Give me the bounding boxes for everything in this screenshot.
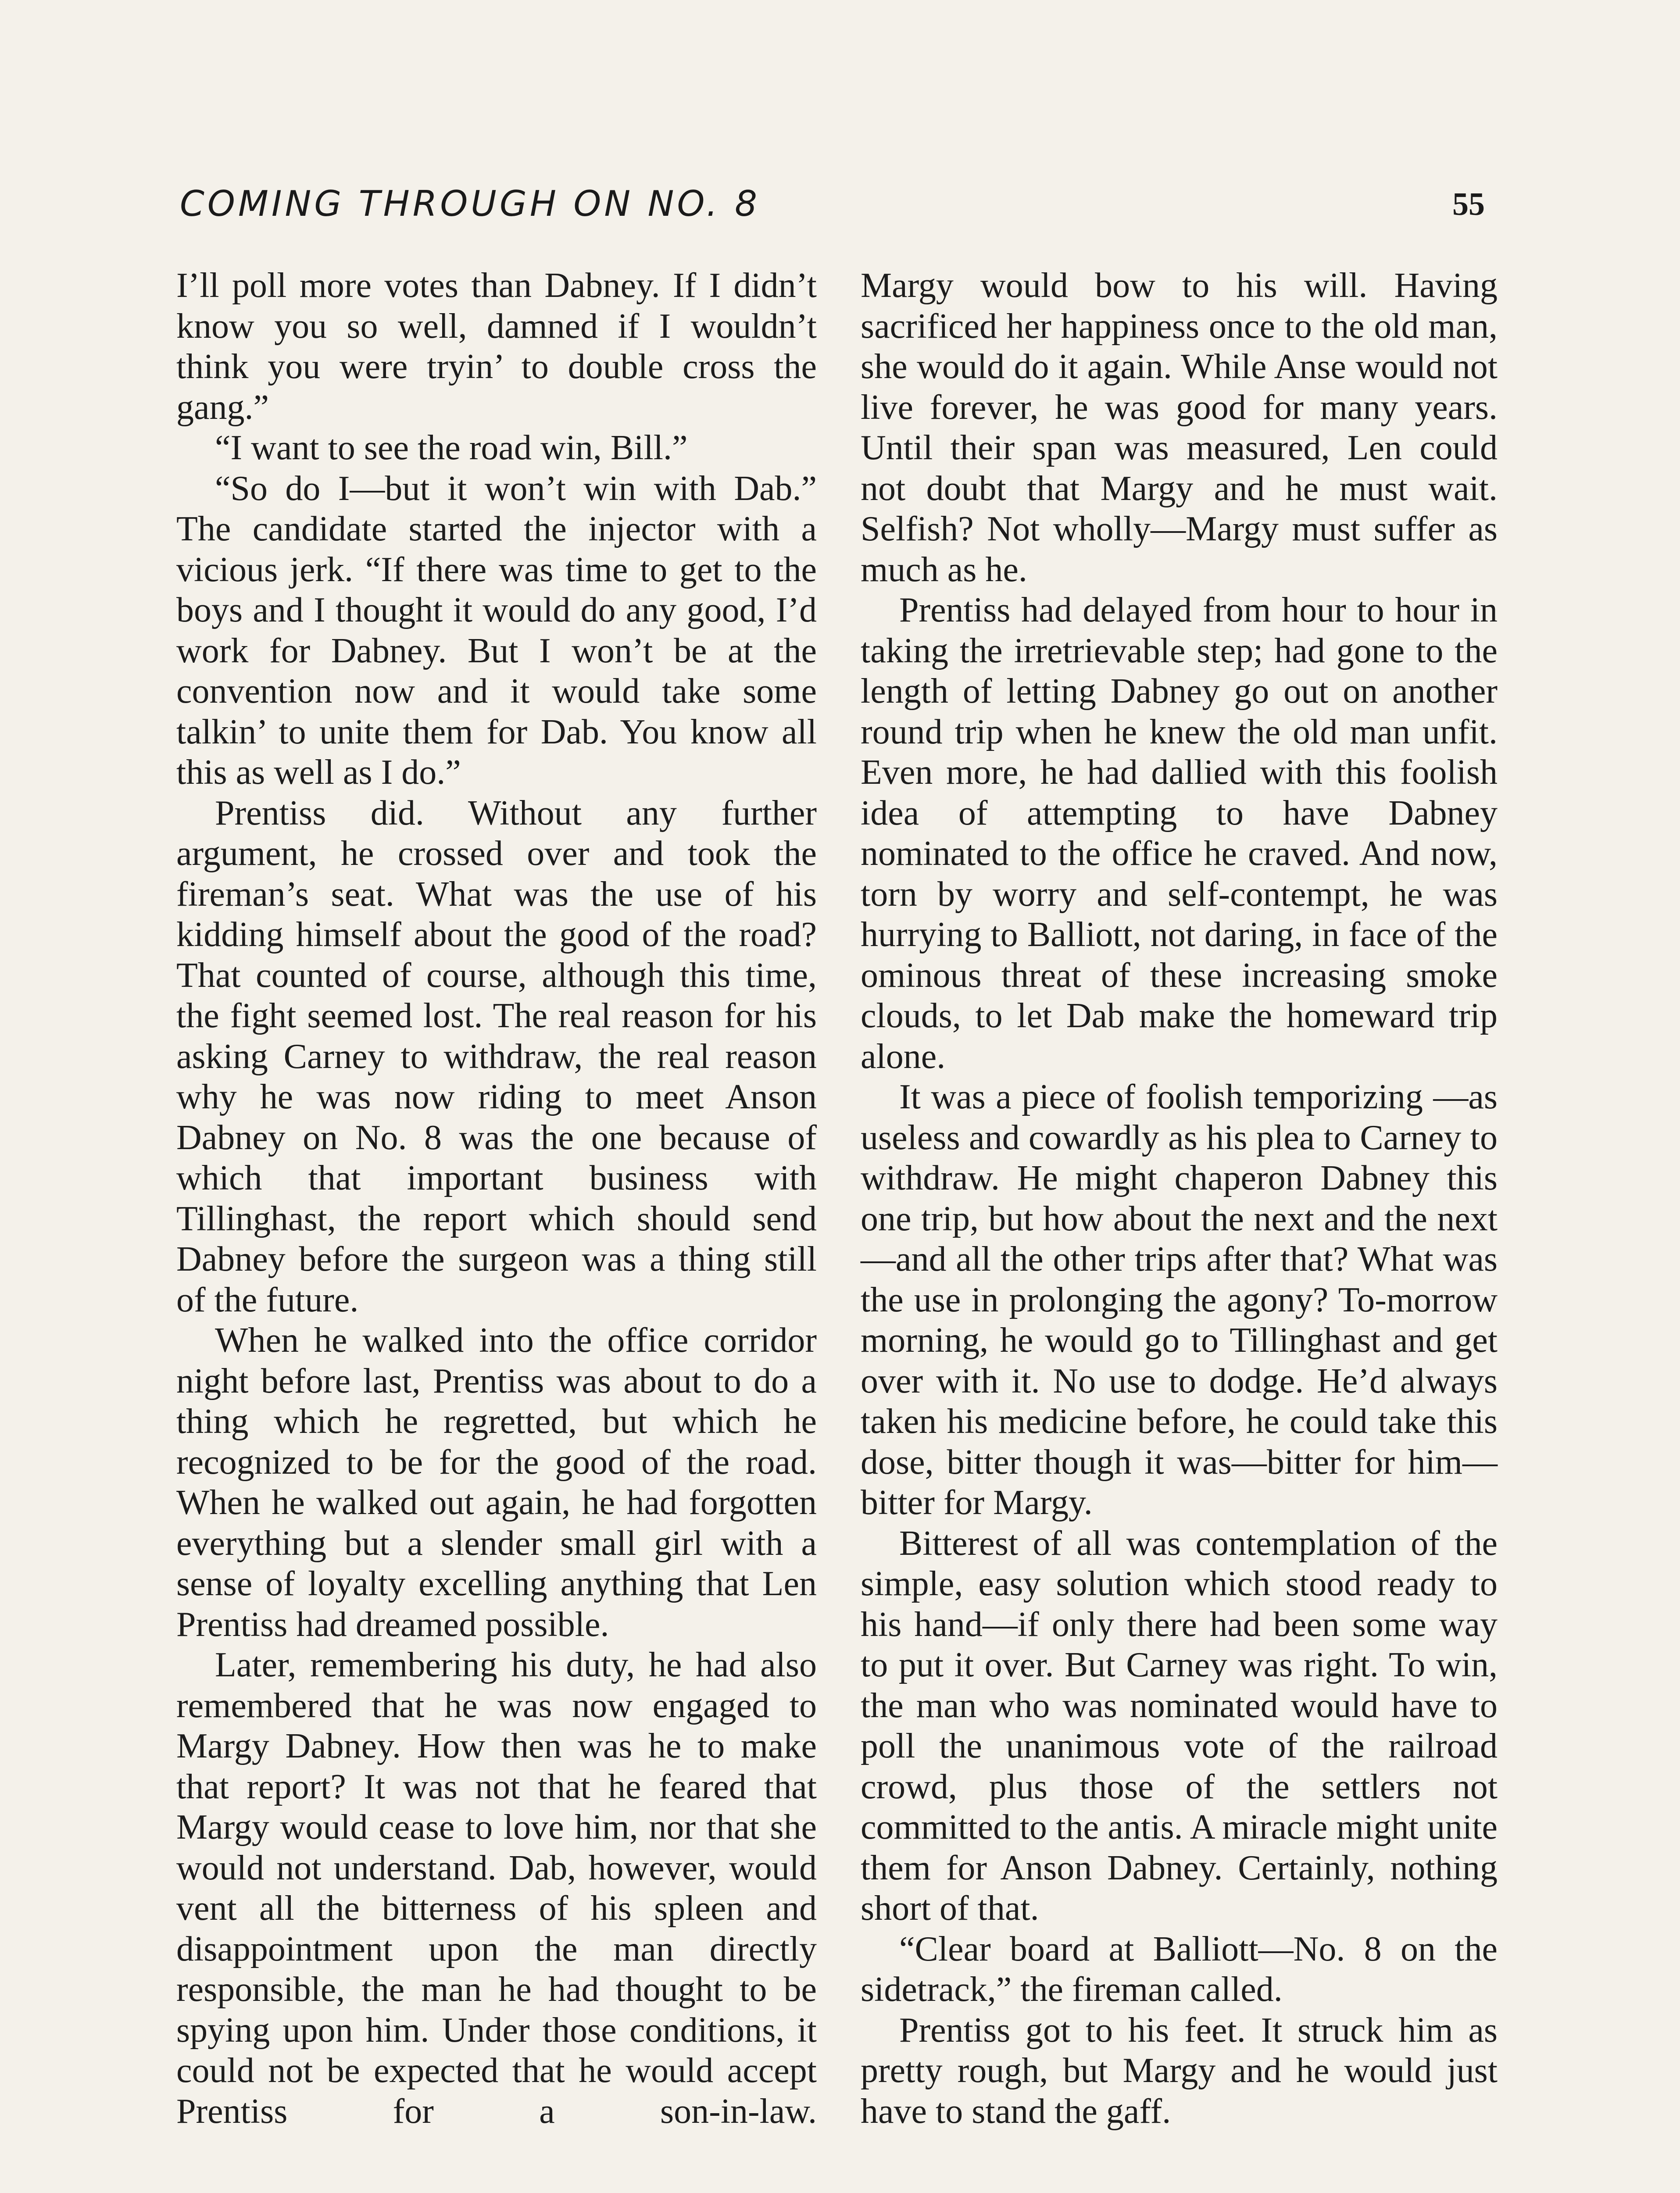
left-column (176, 265, 817, 2132)
paragraph: Prentiss had delayed from hour to hour in taking the irretrievable step; had gone to the length of letting Dabney go out on another round trip when he knew the old man unfit. Even more, he had dallied with this foolish idea of attempting to have Dabney nominated to the office he craved. And now, torn by worry and self-contempt, he was hurrying to Balliott, not daring, in face of the ominous threat of these increasing smoke clouds, to let Dab make the homeward trip alone. (861, 591, 1498, 1076)
paragraph: When he walked into the office corridor night before last, Prentiss was about to do a thing which he regretted, but which he recognized to be for the good of the road. When he walked out again, he had forgotten everything but a slender small girl with a sense of loyalty excelling anything that Len Prentiss had dreamed possible. (176, 1321, 817, 1644)
page-number: 55 (1452, 186, 1485, 222)
paragraph: Prentiss got to his feet. It struck him as pretty rough, but Margy and he would just have to stand the gaff. (861, 2011, 1498, 2131)
paragraph: “So do I—but it won’t win with Dab.” The candidate started the injector with a vicious jerk. “If there was time to get to the boys and I thought it would do any good, I’d work for Dabney. But I won’t be at the convention now and it would take some talkin’ to unite them for Dab. You know all this as well as I do.” (176, 469, 817, 792)
paragraph: “I want to see the road win, Bill.” (215, 429, 688, 467)
paragraph: Prentiss did. Without any further argument, he crossed over and took the fireman’s seat. What was the use of his kidding himself about the good of the road? That counted of course, although this time, the fight seemed lost. The real reason for his asking Carney to withdraw, the real reason why he was now riding to meet Anson Dabney on No. 8 was the one because of which that important business with Tillinghast, the report which should send Dabney before the surgeon was a thing still of the future. (176, 793, 817, 1319)
paragraph: “Clear board at Balliott—No. 8 on the sidetrack,” the fireman called. (861, 1929, 1498, 2009)
paragraph: Bitterest of all was contemplation of the simple, easy solution which stood ready to his hand—if only there had been some way to put it over. But Carney was right. To win, the man who was nominated would have to poll the unanimous vote of the railroad crowd, plus those of the settlers not committed to the antis. A miracle might unite them for Anson Dabney. Certainly, nothing short of that. (861, 1524, 1498, 1928)
right-column (861, 265, 1498, 2132)
paragraph: I’ll poll more votes than Dabney. If I didn’t know you so well, damned if I wouldn’t think you were tryin’ to double cross the gang.” (176, 266, 817, 427)
running-title: COMING THROUGH ON NO. 8 (180, 183, 760, 224)
paragraph: Margy would bow to his will. Having sacrificed her happiness once to the old man, she would do it again. While Anse would not live forever, he was good for many years. Until their span was measured, Len could not doubt that Margy and he must wait. Selfish? Not wholly—Margy must suffer as much as he. (861, 266, 1498, 589)
paragraph: Later, remembering his duty, he had also remembered that he was now engaged to Margy Dabney. How then was he to make that report? It was not that he feared that Margy would cease to love him, nor that she would not understand. Dab, however, would vent all the bitterness of his spleen and disappointment upon the man directly responsible, the man he had thought to be spying upon him. Under those conditions, it could not be expected that he would accept Prentiss for a son-in-law. (176, 1646, 817, 2131)
paragraph: It was a piece of foolish temporizing —as useless and cowardly as his plea to Carney to withdraw. He might chaperon Dabney this one trip, but how about the next and the next—and all the other trips after that? What was the use in prolonging the agony? To-morrow morning, he would go to Tillinghast and get over with it. No use to dodge. He’d always taken his medicine before, he could take this dose, bitter though it was—bitter for him—bitter for Margy. (861, 1078, 1498, 1522)
running-head (180, 183, 1485, 236)
